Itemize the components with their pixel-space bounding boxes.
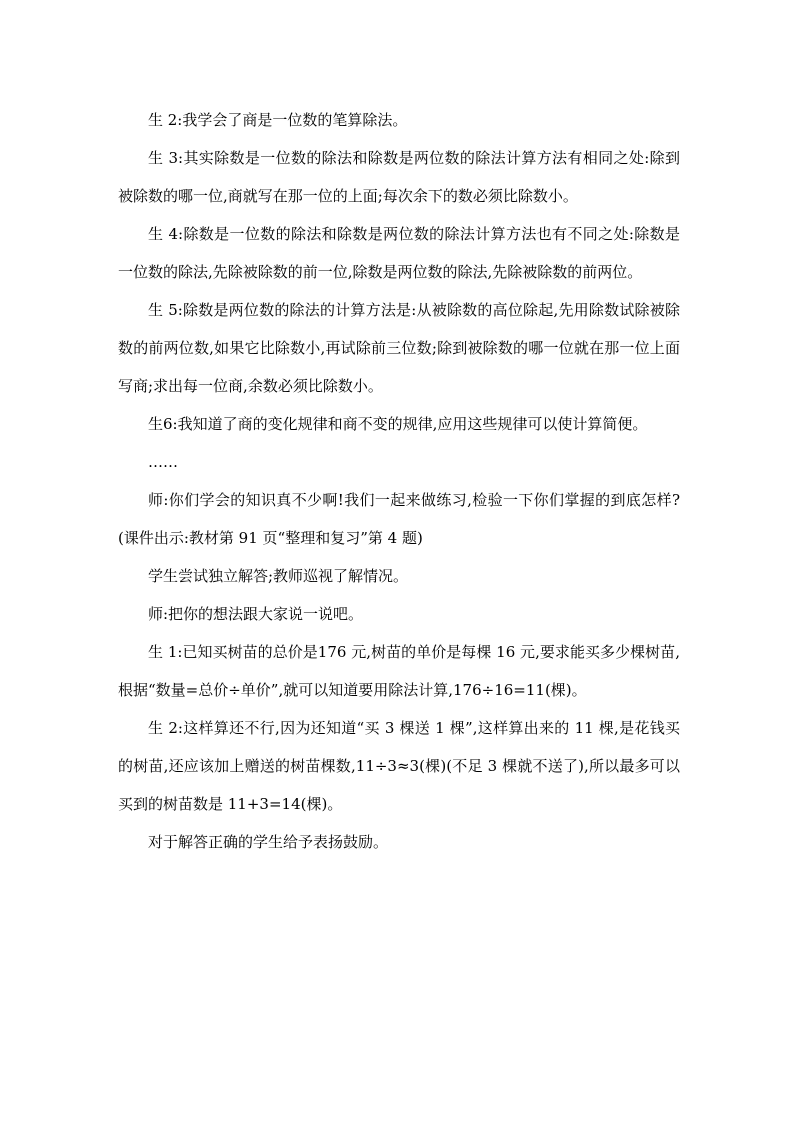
- document-body: [118, 101, 680, 861]
- paragraph-student5: 生 5:除数是两位数的除法的计算方法是:从被除数的高位除起,先用除数试除被除数的前两位数,如果它比除数小,再试除前三位数;除到被除数的哪一位就在那一位上面写商;求出每一位商,余数必须比除数小。: [118, 301, 680, 395]
- paragraph-teacher-prompt: 师:把你的想法跟大家说一说吧。: [148, 605, 364, 623]
- paragraph-student4: 生 4:除数是一位数的除法和除数是两位数的除法计算方法也有不同之处:除数是一位数的除法,先除被除数的前一位,除数是两位数的除法,先除被除数的前两位。: [118, 225, 680, 281]
- paragraph-praise: 对于解答正确的学生给予表扬鼓励。: [148, 833, 389, 851]
- paragraph-student3: 生 3:其实除数是一位数的除法和除数是两位数的除法计算方法有相同之处:除到被除数的哪一位,商就写在那一位的上面;每次余下的数必须比除数小。: [118, 149, 680, 205]
- paragraph-student2-answer: 生 2:这样算还不行,因为还知道“买 3 棵送 1 棵”,这样算出来的 11 棵,是花钱买的树苗,还应该加上赠送的树苗棵数,11÷3≈3(棵)(不足 3 棵就不送了),所以最多可以买到的树苗数是 11+3=14(棵)。: [118, 719, 680, 813]
- paragraph-student6: 生6:我知道了商的变化规律和商不变的规律,应用这些规律可以使计算简便。: [148, 415, 648, 433]
- paragraph-ellipsis: ……: [148, 453, 178, 471]
- paragraph-student1-answer: 生 1:已知买树苗的总价是176 元,树苗的单价是每棵 16 元,要求能买多少棵树苗,根据“数量=总价÷单价”,就可以知道要用除法计算,176÷16=11(棵)。: [118, 643, 680, 699]
- paragraph-student2: 生 2:我学会了商是一位数的笔算除法。: [148, 111, 408, 129]
- paragraph-students-attempt: 学生尝试独立解答;教师巡视了解情况。: [148, 567, 409, 585]
- paragraph-teacher-exercise: 师:你们学会的知识真不少啊!我们一起来做练习,检验一下你们掌握的到底怎样?(课件出示:教材第 91 页“整理和复习”第 4 题): [118, 491, 680, 547]
